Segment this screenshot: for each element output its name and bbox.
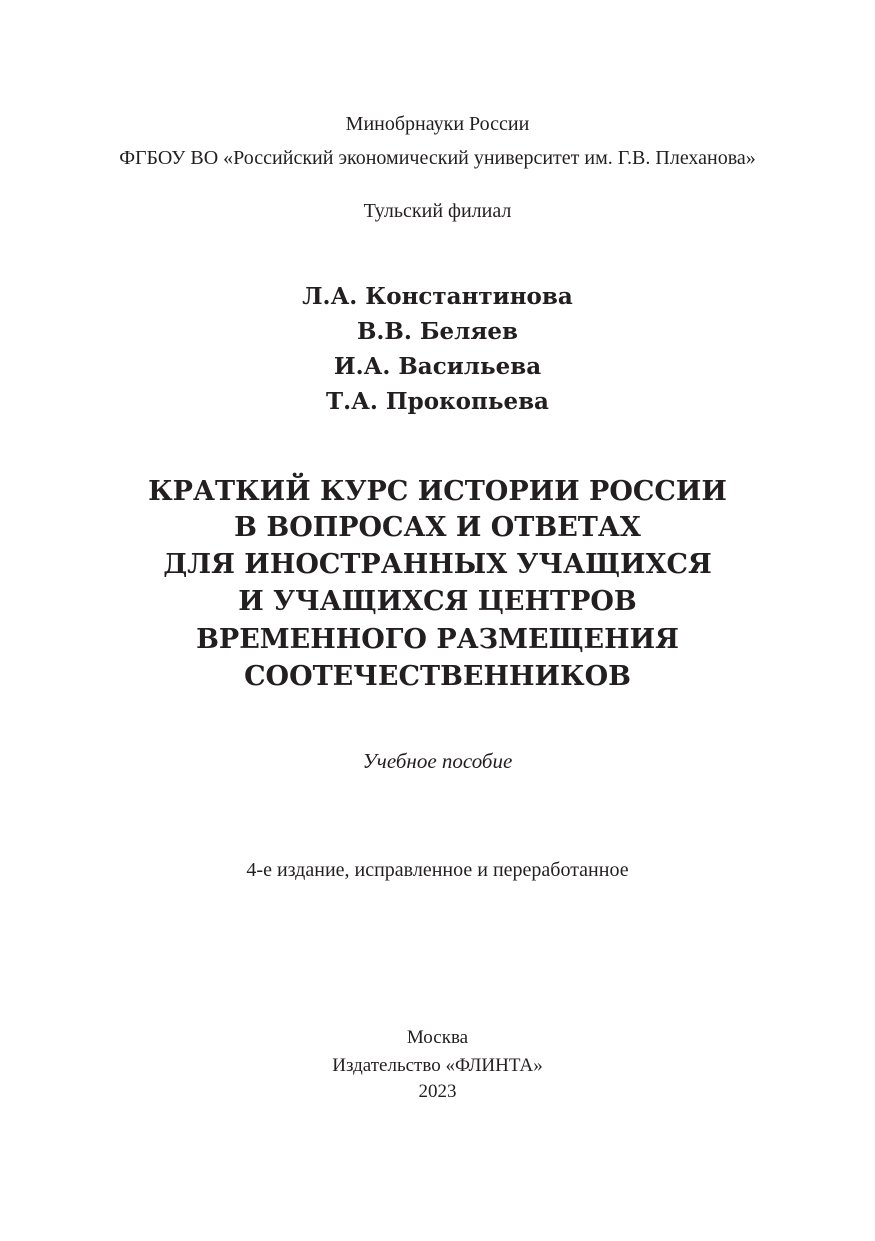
university-name: ФГБОУ ВО «Российский экономический университет им. Г.В. Плеханова» bbox=[119, 147, 756, 169]
author-name: Л.А. Константинова bbox=[302, 283, 573, 310]
book-title-line: СООТЕЧЕСТВЕННИКОВ bbox=[244, 661, 631, 692]
author-name: И.А. Васильева bbox=[333, 353, 542, 380]
ministry-name: Минобрнауки России bbox=[345, 113, 530, 135]
book-title-line: В ВОПРОСАХ И ОТВЕТАХ bbox=[234, 512, 641, 543]
book-title-line: И УЧАЩИХСЯ ЦЕНТРОВ bbox=[238, 586, 637, 617]
branch-name: Тульский филиал bbox=[363, 200, 512, 222]
edition-note: 4-е издание, исправленное и переработанное bbox=[246, 859, 629, 881]
author-name: В.В. Беляев bbox=[356, 318, 518, 345]
imprint-city: Москва bbox=[406, 1027, 469, 1048]
book-title-line: ДЛЯ ИНОСТРАННЫХ УЧАЩИХСЯ bbox=[163, 549, 712, 580]
author-name: Т.А. Прокопьева bbox=[326, 388, 549, 415]
imprint-publisher: Издательство «ФЛИНТА» bbox=[332, 1055, 543, 1076]
book-title-line: КРАТКИЙ КУРС ИСТОРИИ РОССИИ bbox=[148, 476, 727, 507]
imprint-year: 2023 bbox=[418, 1081, 457, 1102]
book-title-line: ВРЕМЕННОГО РАЗМЕЩЕНИЯ bbox=[196, 624, 679, 655]
book-genre: Учебное пособие bbox=[362, 749, 513, 773]
